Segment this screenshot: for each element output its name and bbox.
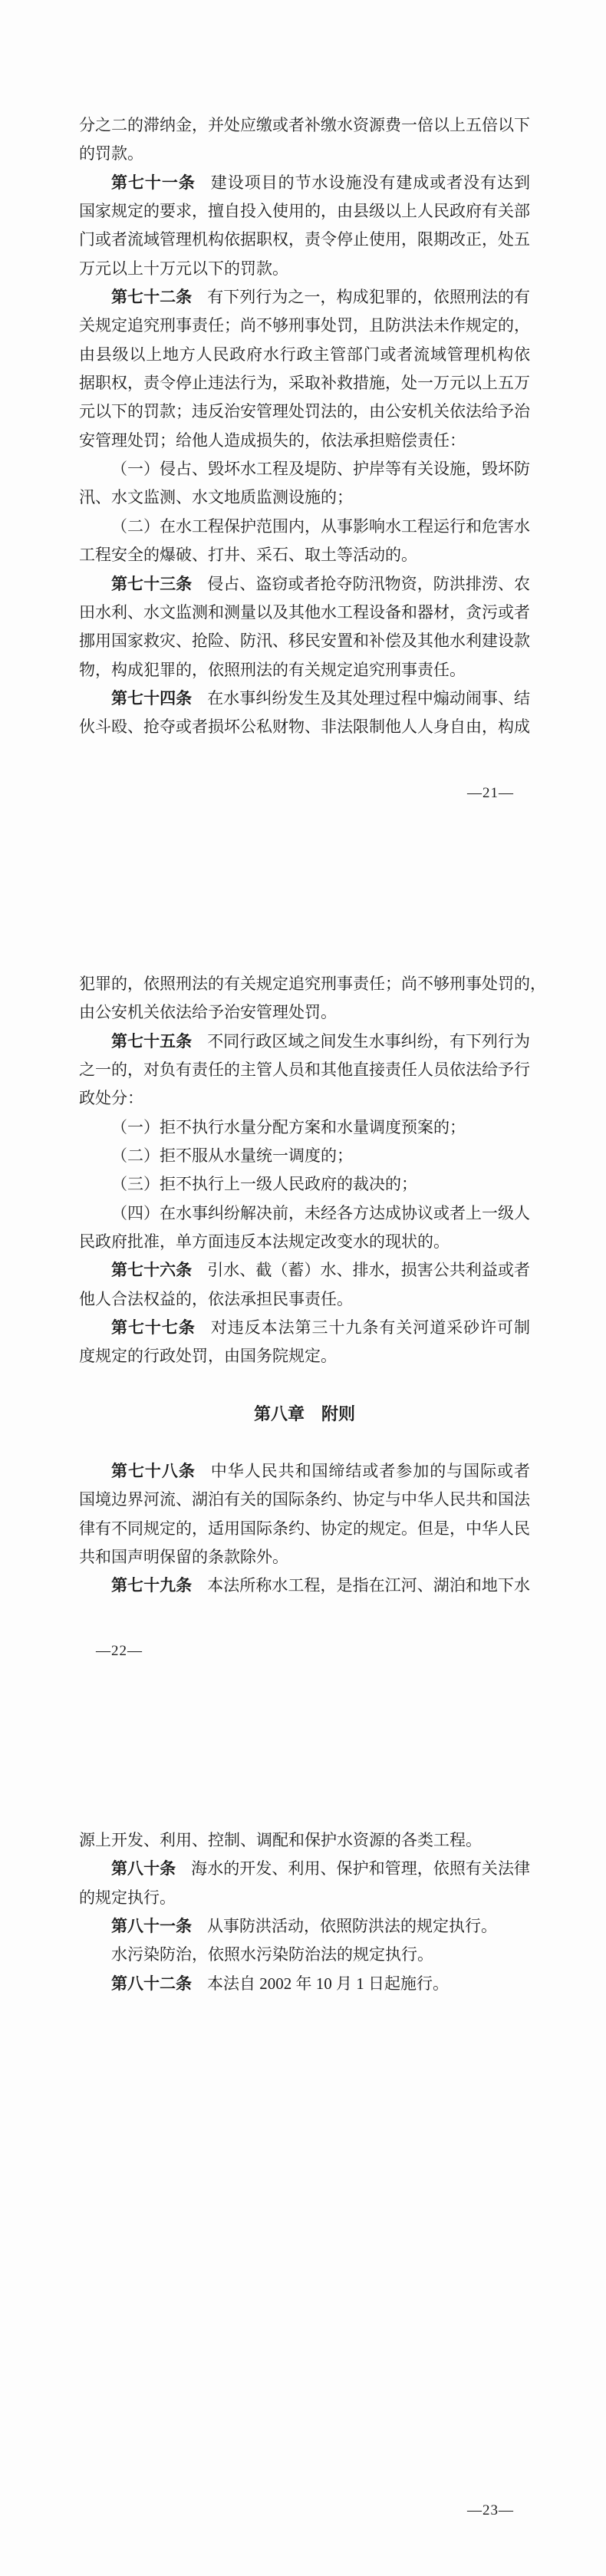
page-number: —21— bbox=[467, 785, 514, 801]
text-line: 田水利、水文监测和测量以及其他水工程设备和器材，贪污或者 bbox=[79, 602, 530, 622]
text-line: 度规定的行政处罚，由国务院规定。 bbox=[79, 1347, 337, 1366]
text-line bbox=[79, 1457, 530, 1486]
text-line: 共和国声明保留的条款除外。 bbox=[79, 1547, 288, 1566]
text-line: （一）侵占、毁坏水工程及堤防、护岸等有关设施，毁坏防 bbox=[111, 460, 530, 479]
article-text: 本法所称水工程，是指在江河、湖泊和地下水 bbox=[207, 1576, 531, 1595]
article-number: 第七十一条 bbox=[111, 173, 196, 192]
text-line: 犯罪的，依照刑法的有关规定追究刑事责任；尚不够刑事处罚的， bbox=[79, 975, 546, 993]
text-line: 汛、水文监测、水文地质监测设施的； bbox=[79, 488, 353, 507]
article-text: 不同行政区域之间发生水事纠纷，有下列行为 bbox=[207, 1031, 531, 1051]
text-line: 物，构成犯罪的，依照刑法的有关规定追究刑事责任。 bbox=[79, 660, 466, 679]
page-3 bbox=[79, 1826, 530, 1998]
article-text: 引水、截（蓄）水、排水，损害公共利益或者 bbox=[207, 1261, 531, 1280]
article-text: 本法自 2002 年 10 月 1 日起施行。 bbox=[207, 1974, 449, 1993]
article-number: 第七十七条 bbox=[111, 1319, 196, 1337]
text-line bbox=[79, 1855, 530, 1883]
page-number: —23— bbox=[467, 2502, 514, 2518]
article-number: 第七十八条 bbox=[111, 1462, 196, 1480]
text-line: 伙斗殴、抢夺或者损坏公私财物、非法限制他人人身自由，构成 bbox=[79, 717, 530, 737]
article-number: 第八章 bbox=[253, 1404, 305, 1424]
article-text: 附则 bbox=[321, 1404, 356, 1424]
text-line: 水污染防治，依照水污染防治法的规定执行。 bbox=[111, 1945, 433, 1964]
article-text: 在水事纠纷发生及其处理过程中煽动闹事、结 bbox=[207, 688, 531, 707]
article-number: 第七十二条 bbox=[111, 289, 193, 307]
article-number: 第八十一条 bbox=[111, 1918, 192, 1936]
text-line: 据职权，责令停止违法行为，采取补救措施，处一万元以上五万 bbox=[79, 374, 530, 393]
article-number: 第八十二条 bbox=[111, 1974, 192, 1993]
text-line: 之一的，对负有责任的主管人员和其他直接责任人员依法给予行 bbox=[79, 1060, 530, 1080]
article-text: 有下列行为之一，构成犯罪的，依照刑法的有 bbox=[207, 288, 531, 307]
text-line: 关规定追究刑事责任；尚不够刑事处罚，且防洪法未作规定的， bbox=[79, 316, 530, 335]
text-line: 国家规定的要求，擅自投入使用的，由县级以上人民政府有关部 bbox=[79, 202, 530, 221]
text-line: 工程安全的爆破、打井、采石、取土等活动的。 bbox=[79, 546, 417, 565]
text-line: 门或者流域管理机构依据职权，责令停止使用，限期改正，处五 bbox=[79, 230, 530, 249]
text-line: （三）拒不执行上一级人民政府的裁决的； bbox=[111, 1175, 417, 1194]
chapter-heading bbox=[79, 1400, 530, 1428]
blank-line bbox=[79, 1429, 530, 1457]
page-2 bbox=[79, 970, 546, 1601]
text-line: 元以下的罚款；违反治安管理处罚法的，由公安机关依法给予治 bbox=[79, 402, 530, 421]
article-text: 从事防洪活动，依照防洪法的规定执行。 bbox=[207, 1917, 497, 1936]
text-line: 源上开发、利用、控制、调配和保护水资源的各类工程。 bbox=[79, 1831, 482, 1849]
text-line: 政处分： bbox=[79, 1089, 143, 1108]
text-line: （二）拒不服从水量统一调度的； bbox=[111, 1146, 353, 1166]
text-line: （一）拒不执行水量分配方案和水量调度预案的； bbox=[111, 1117, 466, 1136]
article-number: 第七十五条 bbox=[111, 1032, 193, 1051]
article-number: 第七十四条 bbox=[111, 689, 193, 707]
text-line bbox=[79, 1572, 530, 1600]
text-line: 的罚款。 bbox=[79, 144, 143, 163]
article-text: 建设项目的节水设施没有建成或者没有达到 bbox=[210, 173, 531, 192]
text-line bbox=[79, 1912, 530, 1941]
text-line: （四）在水事纠纷解决前，未经各方达成协议或者上一级人 bbox=[111, 1203, 530, 1222]
text-line bbox=[79, 1970, 530, 1998]
text-line: 律有不同规定的，适用国际条约、协定的规定。但是，中华人民 bbox=[79, 1519, 530, 1538]
text-line: 由公安机关依法给予治安管理处罚。 bbox=[79, 1003, 337, 1022]
article-text: 对违反本法第三十九条有关河道采砂许可制 bbox=[210, 1318, 531, 1337]
text-line bbox=[79, 169, 530, 197]
text-line: 万元以上十万元以下的罚款。 bbox=[79, 259, 288, 278]
article-number: 第七十三条 bbox=[111, 575, 193, 593]
text-line bbox=[79, 1314, 530, 1342]
text-line: （二）在水工程保护范围内，从事影响水工程运行和危害水 bbox=[111, 516, 530, 536]
text-line: 民政府批准，单方面违反本法规定改变水的现状的。 bbox=[79, 1232, 450, 1252]
text-line bbox=[79, 1027, 530, 1056]
blank-line bbox=[79, 1371, 530, 1400]
article-number: 第七十九条 bbox=[111, 1577, 193, 1595]
article-text: 侵占、盗窃或者抢夺防汛物资，防洪排涝、农 bbox=[207, 574, 531, 593]
page-1 bbox=[79, 111, 530, 742]
text-line bbox=[79, 283, 530, 312]
text-line: 挪用国家救灾、抢险、防汛、移民安置和补偿及其他水利建设款 bbox=[79, 632, 530, 651]
text-line: 的规定执行。 bbox=[79, 1888, 176, 1907]
page-number: —22— bbox=[96, 1643, 143, 1659]
text-line: 由县级以上地方人民政府水行政主管部门或者流域管理机构依 bbox=[79, 345, 530, 364]
text-line bbox=[79, 684, 530, 713]
text-line bbox=[79, 1256, 530, 1285]
article-number: 第七十六条 bbox=[111, 1262, 193, 1280]
text-line: 国境边界河流、湖泊有关的国际条约、协定与中华人民共和国法 bbox=[79, 1490, 530, 1509]
text-line: 安管理处罚；给他人造成损失的，依法承担赔偿责任： bbox=[79, 430, 466, 450]
text-line: 他人合法权益的，依法承担民事责任。 bbox=[79, 1289, 353, 1308]
text-line: 分之二的滞纳金，并处应缴或者补缴水资源费一倍以上五倍以下 bbox=[79, 116, 530, 134]
text-line bbox=[79, 570, 530, 599]
article-number: 第八十条 bbox=[111, 1860, 176, 1878]
article-text: 中华人民共和国缔结或者参加的与国际或者 bbox=[210, 1461, 531, 1480]
article-text: 海水的开发、利用、保护和管理，依照有关法律 bbox=[191, 1859, 531, 1878]
